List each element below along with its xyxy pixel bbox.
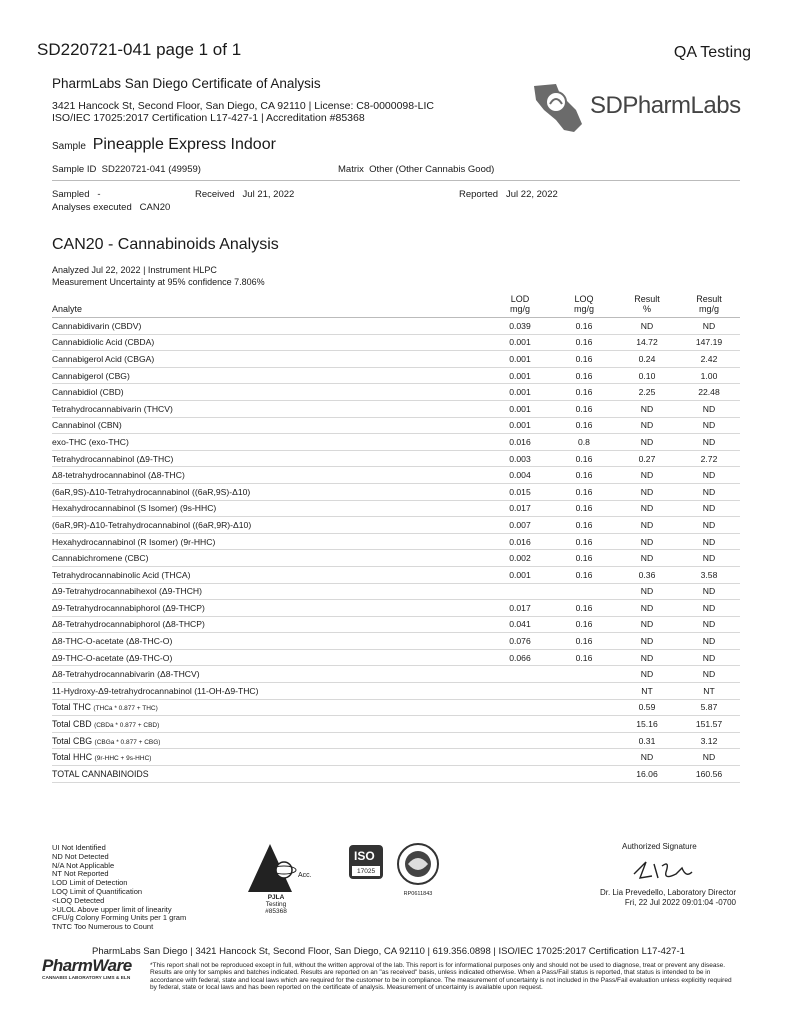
cell-mg: 3.58 (678, 566, 740, 583)
cell-name: exo-THC (exo-THC) (52, 434, 488, 451)
cell-loq: 0.16 (552, 318, 616, 335)
cell-pct: ND (616, 400, 678, 417)
table-row (52, 467, 740, 484)
lab-title: PharmLabs San Diego Certificate of Analysis (52, 76, 321, 91)
abbreviations-legend (52, 844, 232, 932)
cell-mg: ND (678, 483, 740, 500)
signature-date: Fri, 22 Jul 2022 09:01:04 -0700 (624, 898, 736, 907)
cell-lod: 0.017 (488, 600, 552, 617)
cell-loq: 0.16 (552, 417, 616, 434)
table-row (52, 400, 740, 417)
abbreviation-item: LOQ Limit of Quantification (52, 886, 143, 896)
cell-pct: ND (616, 434, 678, 451)
table-row (52, 367, 740, 384)
lab-cert-line: ISO/IEC 17025:2017 Certification L17-427-1 | Accreditation #85368 (52, 112, 365, 124)
cell-lod: 0.004 (488, 467, 552, 484)
total-formula: (CBDa * 0.877 + CBD) (94, 722, 160, 730)
table-row (52, 649, 740, 666)
signer-block (590, 888, 736, 908)
signature-label: Authorized Signature (622, 842, 697, 851)
cell-pct: ND (616, 483, 678, 500)
col-loq: LOQ mg/g (552, 292, 616, 318)
sample-name: Pineapple Express Indoor (92, 136, 276, 153)
table-row (52, 616, 740, 633)
cell-mg: ND (678, 616, 740, 633)
abbreviation-item: N/A Not Applicable (52, 860, 115, 870)
cell-pct: 2.25 (616, 384, 678, 401)
cell-pct: ND (616, 749, 678, 766)
cell-mg: 160.56 (678, 766, 740, 783)
cell-pct: ND (616, 600, 678, 617)
cell-lod: 0.001 (488, 566, 552, 583)
results-table (52, 292, 740, 783)
cell-empty (552, 699, 616, 716)
cell-empty (552, 749, 616, 766)
cell-loq: 0.16 (552, 450, 616, 467)
cell-lod: 0.001 (488, 400, 552, 417)
cell-mg: ND (678, 517, 740, 534)
california-map-icon (526, 80, 588, 136)
iso-number: 17025 (357, 868, 376, 875)
cell-name: Tetrahydrocannabinol (Δ9-THC) (52, 450, 488, 467)
cell-name: Δ8-tetrahydrocannabinol (Δ8-THC) (52, 467, 488, 484)
qa-testing-label: QA Testing (673, 44, 751, 61)
cell-lod: 0.001 (488, 351, 552, 368)
reported-value: Jul 22, 2022 (506, 189, 558, 200)
pjla-badge (240, 840, 320, 920)
cell-loq: 0.16 (552, 517, 616, 534)
cell-loq (552, 683, 616, 700)
abbreviation-item: TNTC Too Numerous to Count (52, 922, 154, 932)
table-row (52, 500, 740, 517)
matrix-field (338, 164, 494, 175)
cell-lod (488, 583, 552, 600)
cell-lod: 0.076 (488, 633, 552, 650)
total-row (52, 716, 740, 733)
cell-pct: ND (616, 633, 678, 650)
cell-pct: 0.36 (616, 566, 678, 583)
cell-empty (488, 716, 552, 733)
col-lod: LOD mg/g (488, 292, 552, 318)
sample-id-value: SD220721-041 (49959) (101, 164, 201, 175)
divider (52, 180, 740, 181)
cell-name: Δ9-Tetrahydrocannabiphorol (Δ9-THCP) (52, 600, 488, 617)
iso-badge (348, 844, 384, 880)
abbreviation-item: >ULOL Above upper limit of linearity (52, 904, 172, 914)
cell-mg: 147.19 (678, 334, 740, 351)
reported-label: Reported (459, 189, 499, 200)
table-row (52, 683, 740, 700)
abbreviation-item: UI Not Identified (52, 843, 106, 852)
cell-empty (488, 749, 552, 766)
cell-loq (552, 583, 616, 600)
total-formula: (9r-HHC + 9s-HHC) (94, 755, 152, 763)
pharmware-logo: PharmWare CANNABIS LABORATORY LIMS & ELN (42, 956, 132, 981)
cell-lod: 0.066 (488, 649, 552, 666)
cell-loq: 0.16 (552, 533, 616, 550)
received-label: Received (195, 189, 235, 200)
cell-name: Δ9-THC-O-acetate (Δ9-THC-O) (52, 649, 488, 666)
cell-pct: 0.24 (616, 351, 678, 368)
cell-mg: ND (678, 400, 740, 417)
cell-lod: 0.017 (488, 500, 552, 517)
sdpharmlabs-logo (526, 80, 741, 136)
cell-empty (552, 732, 616, 749)
cell-name: Tetrahydrocannabinolic Acid (THCA) (52, 566, 488, 583)
table-row (52, 600, 740, 617)
abbreviation-item: ND Not Detected (52, 851, 109, 861)
cell-pct: 16.06 (616, 766, 678, 783)
received-field (195, 189, 294, 200)
abbreviation-item: NT Not Reported (52, 869, 109, 879)
total-name: Total CBG (CBGa * 0.877 + CBG) (52, 732, 488, 749)
cell-lod: 0.016 (488, 434, 552, 451)
cell-lod: 0.015 (488, 483, 552, 500)
footer-disclaimer: *This report shall not be reproduced except in full, without the written approval of the lab. This report is for informational purposes only and should not be used to diagnose, treat or prevent any disease. Results are only for samples and batches indicated. Results are reported on an "as received" basis, unless indicated otherwise. When a Pass/Fail status is reported, that status is intended to be in accordance with federal, state and local laws which are required for the customer to be in compliance. The measurement of uncertainty is not included in the Pass/Fail evaluation unless explicitly required by federal, state or local laws and has been reported on the certificate of analysis. Measurement of uncertainty is available upon request. (150, 962, 732, 992)
cell-mg: 22.48 (678, 384, 740, 401)
table-row (52, 334, 740, 351)
cell-name: Tetrahydrocannabivarin (THCV) (52, 400, 488, 417)
table-row (52, 434, 740, 451)
cell-pct: ND (616, 517, 678, 534)
cell-pct: NT (616, 683, 678, 700)
table-row (52, 351, 740, 368)
total-row (52, 749, 740, 766)
cell-empty (488, 732, 552, 749)
analyses-value: CAN20 (139, 202, 171, 213)
cell-pct: 15.16 (616, 716, 678, 733)
table-row (52, 483, 740, 500)
sampled-value: - (97, 189, 101, 200)
abbreviation-item: <LOQ Detected (52, 895, 105, 905)
total-name: TOTAL CANNABINOIDS (52, 766, 488, 783)
table-row (52, 533, 740, 550)
cell-name: Cannabigerol Acid (CBGA) (52, 351, 488, 368)
cell-mg: NT (678, 683, 740, 700)
cell-name: (6aR,9R)-Δ10-Tetrahydrocannabinol ((6aR,9R)-Δ10) (52, 517, 488, 534)
cell-lod: 0.001 (488, 417, 552, 434)
cell-pct: ND (616, 649, 678, 666)
table-row (52, 566, 740, 583)
seal-number: RP0611843 (403, 891, 433, 897)
cell-pct: 0.10 (616, 367, 678, 384)
total-name: Total THC (THCa * 0.877 + THC) (52, 699, 488, 716)
lab-address-line: 3421 Hancock St, Second Floor, San Diego, CA 92110 | License: C8-0000098-LIC (52, 100, 434, 112)
table-row (52, 450, 740, 467)
cell-pct: 14.72 (616, 334, 678, 351)
abbreviation-item: CFU/g Colony Forming Units per 1 gram (52, 913, 187, 923)
cell-loq: 0.16 (552, 550, 616, 567)
pjla-text: PJLA Testing #85368 (265, 894, 287, 915)
sample-label: Sample (52, 141, 86, 152)
cell-name: Cannabidivarin (CBDV) (52, 318, 488, 335)
cell-name: Δ8-Tetrahydrocannabivarin (Δ8-THCV) (52, 666, 488, 683)
cell-loq: 0.16 (552, 483, 616, 500)
cell-mg: ND (678, 649, 740, 666)
col-result-pct: Result % (616, 292, 678, 318)
cell-loq: 0.16 (552, 334, 616, 351)
cell-name: Cannabidiol (CBD) (52, 384, 488, 401)
pjla-acc: Acc. (298, 872, 312, 879)
received-value: Jul 21, 2022 (242, 189, 295, 200)
cell-mg: ND (678, 666, 740, 683)
table-row (52, 583, 740, 600)
cell-mg: 2.72 (678, 450, 740, 467)
cell-name: (6aR,9S)-Δ10-Tetrahydrocannabinol ((6aR,9S)-Δ10) (52, 483, 488, 500)
total-row (52, 699, 740, 716)
sample-id-label: Sample ID (52, 164, 97, 175)
col-analyte: Analyte (52, 292, 488, 318)
cell-mg: 3.12 (678, 732, 740, 749)
cell-mg: ND (678, 318, 740, 335)
total-row (52, 766, 740, 783)
table-row (52, 666, 740, 683)
cell-loq: 0.16 (552, 649, 616, 666)
cell-loq: 0.16 (552, 600, 616, 617)
cell-mg: ND (678, 583, 740, 600)
cell-lod: 0.001 (488, 384, 552, 401)
col-result-mg: Result mg/g (678, 292, 740, 318)
cell-pct: ND (616, 666, 678, 683)
certification-seal (396, 842, 440, 896)
matrix-label: Matrix (338, 164, 364, 175)
table-header-row (52, 292, 740, 318)
cell-pct: ND (616, 318, 678, 335)
analyses-field (52, 202, 170, 213)
cell-name: Cannabinol (CBN) (52, 417, 488, 434)
sampled-field (52, 189, 101, 200)
table-row (52, 517, 740, 534)
cell-mg: ND (678, 600, 740, 617)
analyses-label: Analyses executed (52, 202, 132, 213)
total-row (52, 732, 740, 749)
cell-pct: ND (616, 500, 678, 517)
cell-loq: 0.16 (552, 367, 616, 384)
lab-address (52, 100, 434, 124)
cell-name: Hexahydrocannabinol (S Isomer) (9s-HHC) (52, 500, 488, 517)
logo-text: SDPharmLabs (590, 92, 741, 119)
cell-lod: 0.007 (488, 517, 552, 534)
cell-name: Δ8-THC-O-acetate (Δ8-THC-O) (52, 633, 488, 650)
cell-loq: 0.16 (552, 500, 616, 517)
signer-name: Dr. Lia Prevedello, Laboratory Director (599, 888, 736, 897)
cell-empty (488, 766, 552, 783)
signature-image (620, 852, 700, 886)
cell-pct: 0.27 (616, 450, 678, 467)
cell-lod: 0.001 (488, 334, 552, 351)
cell-name: Cannabichromene (CBC) (52, 550, 488, 567)
cell-lod: 0.016 (488, 533, 552, 550)
cell-lod: 0.002 (488, 550, 552, 567)
cell-empty (552, 716, 616, 733)
cell-mg: 1.00 (678, 367, 740, 384)
cell-lod: 0.041 (488, 616, 552, 633)
sample-id-field (52, 164, 201, 175)
cell-lod: 0.001 (488, 367, 552, 384)
globe-seal-icon (396, 842, 440, 886)
cell-empty (552, 766, 616, 783)
cell-mg: ND (678, 434, 740, 451)
reported-field (459, 189, 558, 200)
cell-pct: 0.59 (616, 699, 678, 716)
uncertainty-line: Measurement Uncertainty at 95% confidence 7.806% (52, 277, 265, 287)
cell-loq: 0.8 (552, 434, 616, 451)
cell-pct: 0.31 (616, 732, 678, 749)
cell-name: Hexahydrocannabinol (R Isomer) (9r-HHC) (52, 533, 488, 550)
table-row (52, 384, 740, 401)
footer-address: PharmLabs San Diego | 3421 Hancock St, Second Floor, San Diego, CA 92110 | 619.356.0898 | ISO/IEC 17025:2017 Certification L17-427-1 (92, 946, 685, 957)
analyzed-line: Analyzed Jul 22, 2022 | Instrument HLPC (52, 265, 217, 275)
cell-lod: 0.039 (488, 318, 552, 335)
cell-lod (488, 666, 552, 683)
report-id: SD220721-041 page 1 of 1 (37, 40, 242, 59)
iso-text: ISO (354, 849, 375, 863)
cell-loq: 0.16 (552, 616, 616, 633)
cell-name: Δ8-Tetrahydrocannabiphorol (Δ8-THCP) (52, 616, 488, 633)
cell-pct: ND (616, 550, 678, 567)
cell-pct: ND (616, 616, 678, 633)
cell-mg: ND (678, 533, 740, 550)
table-row (52, 417, 740, 434)
cell-mg: ND (678, 467, 740, 484)
cell-mg: 5.87 (678, 699, 740, 716)
cell-pct: ND (616, 533, 678, 550)
cell-empty (488, 699, 552, 716)
cell-mg: ND (678, 550, 740, 567)
cell-pct: ND (616, 467, 678, 484)
cell-name: Δ9-Tetrahydrocannabihexol (Δ9-THCH) (52, 583, 488, 600)
cell-lod: 0.003 (488, 450, 552, 467)
cell-loq: 0.16 (552, 400, 616, 417)
cell-loq: 0.16 (552, 633, 616, 650)
cell-name: Cannabidiolic Acid (CBDA) (52, 334, 488, 351)
cell-mg: ND (678, 633, 740, 650)
table-row (52, 550, 740, 567)
abbreviation-item: LOD Limit of Detection (52, 878, 128, 888)
cell-name: Cannabigerol (CBG) (52, 367, 488, 384)
sampled-label: Sampled (52, 189, 90, 200)
cell-mg: ND (678, 500, 740, 517)
cell-loq: 0.16 (552, 467, 616, 484)
matrix-value: Other (Other Cannabis Good) (369, 164, 495, 175)
analysis-meta (52, 264, 265, 288)
table-row (52, 318, 740, 335)
total-formula: (CBGa * 0.877 + CBG) (94, 738, 161, 746)
cell-pct: ND (616, 583, 678, 600)
cell-mg: ND (678, 749, 740, 766)
cell-lod (488, 683, 552, 700)
cell-mg: 151.57 (678, 716, 740, 733)
table-row (52, 633, 740, 650)
cell-mg: 2.42 (678, 351, 740, 368)
cell-loq (552, 666, 616, 683)
cell-name: 11-Hydroxy-Δ9-tetrahydrocannabinol (11-OH-Δ9-THC) (52, 683, 488, 700)
cell-loq: 0.16 (552, 351, 616, 368)
total-formula: (THCa * 0.877 + THC) (93, 705, 158, 713)
analysis-title: CAN20 - Cannabinoids Analysis (52, 236, 279, 253)
total-name: Total HHC (9r-HHC + 9s-HHC) (52, 749, 488, 766)
total-name: Total CBD (CBDa * 0.877 + CBD) (52, 716, 488, 733)
cell-pct: ND (616, 417, 678, 434)
sample-heading (52, 136, 276, 154)
cell-mg: ND (678, 417, 740, 434)
cell-loq: 0.16 (552, 384, 616, 401)
cell-loq: 0.16 (552, 566, 616, 583)
